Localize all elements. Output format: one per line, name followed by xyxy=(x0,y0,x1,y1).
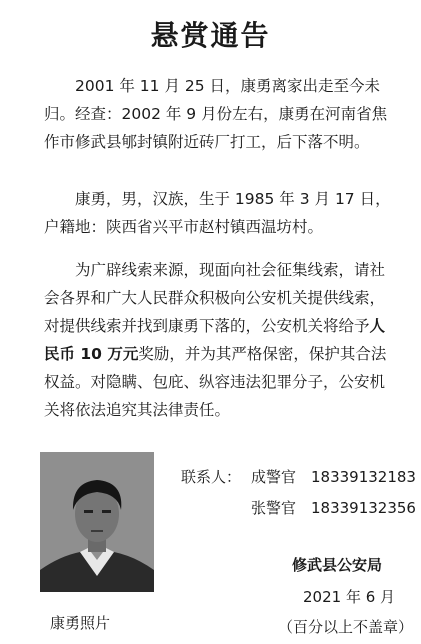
issue-date: 2021 年 6 月 xyxy=(303,588,396,606)
contact-row-1 xyxy=(181,466,416,487)
paragraph-identity xyxy=(44,185,400,241)
paragraph-reward xyxy=(44,256,400,424)
paragraph-disappearance xyxy=(44,72,400,156)
contact-name-2: 张警官 xyxy=(251,499,297,517)
contact-row-2 xyxy=(181,497,416,518)
contact-phone-1: 18339132183 xyxy=(311,468,416,486)
contact-phone-2: 18339132356 xyxy=(311,499,416,517)
contact-name-1: 成警官 xyxy=(251,468,297,486)
contact-label: 联系人： xyxy=(181,468,242,486)
issuer: 修武县公安局 xyxy=(292,556,383,574)
paragraph-reward-text-b: 奖励，并为其严格保密，保护其合法权益。对隐瞒、包庇、纵容违法犯罪分子，公安机关将依法追究其法律责任。 xyxy=(44,345,387,419)
reward-amount: 人民币 10 万元 xyxy=(44,317,386,363)
paragraph-disappearance-text: 2001 年 11 月 25 日，康勇离家出走至今未归。经查：2002 年 9 月份左右，康勇在河南省焦作市修武县郇封镇附近砖厂打工，后下落不明。 xyxy=(44,77,388,151)
notice-title: 悬赏通告 xyxy=(150,19,271,52)
paragraph-reward-text-a: 为广辟线索来源，现面向社会征集线索，请社会各界和广大人民群众积极向公安机关提供线索，对提供线索并找到康勇下落的，公安机关将给予 xyxy=(44,261,386,335)
missing-person-photo xyxy=(40,452,154,592)
paragraph-identity-text: 康勇，男，汉族，生于 1985 年 3 月 17 日，户籍地：陕西省兴平市赵村镇西温坊村。 xyxy=(44,190,391,236)
seal-note: （百分以上不盖章） xyxy=(278,618,414,636)
photo-caption: 康勇照片 xyxy=(50,614,111,632)
